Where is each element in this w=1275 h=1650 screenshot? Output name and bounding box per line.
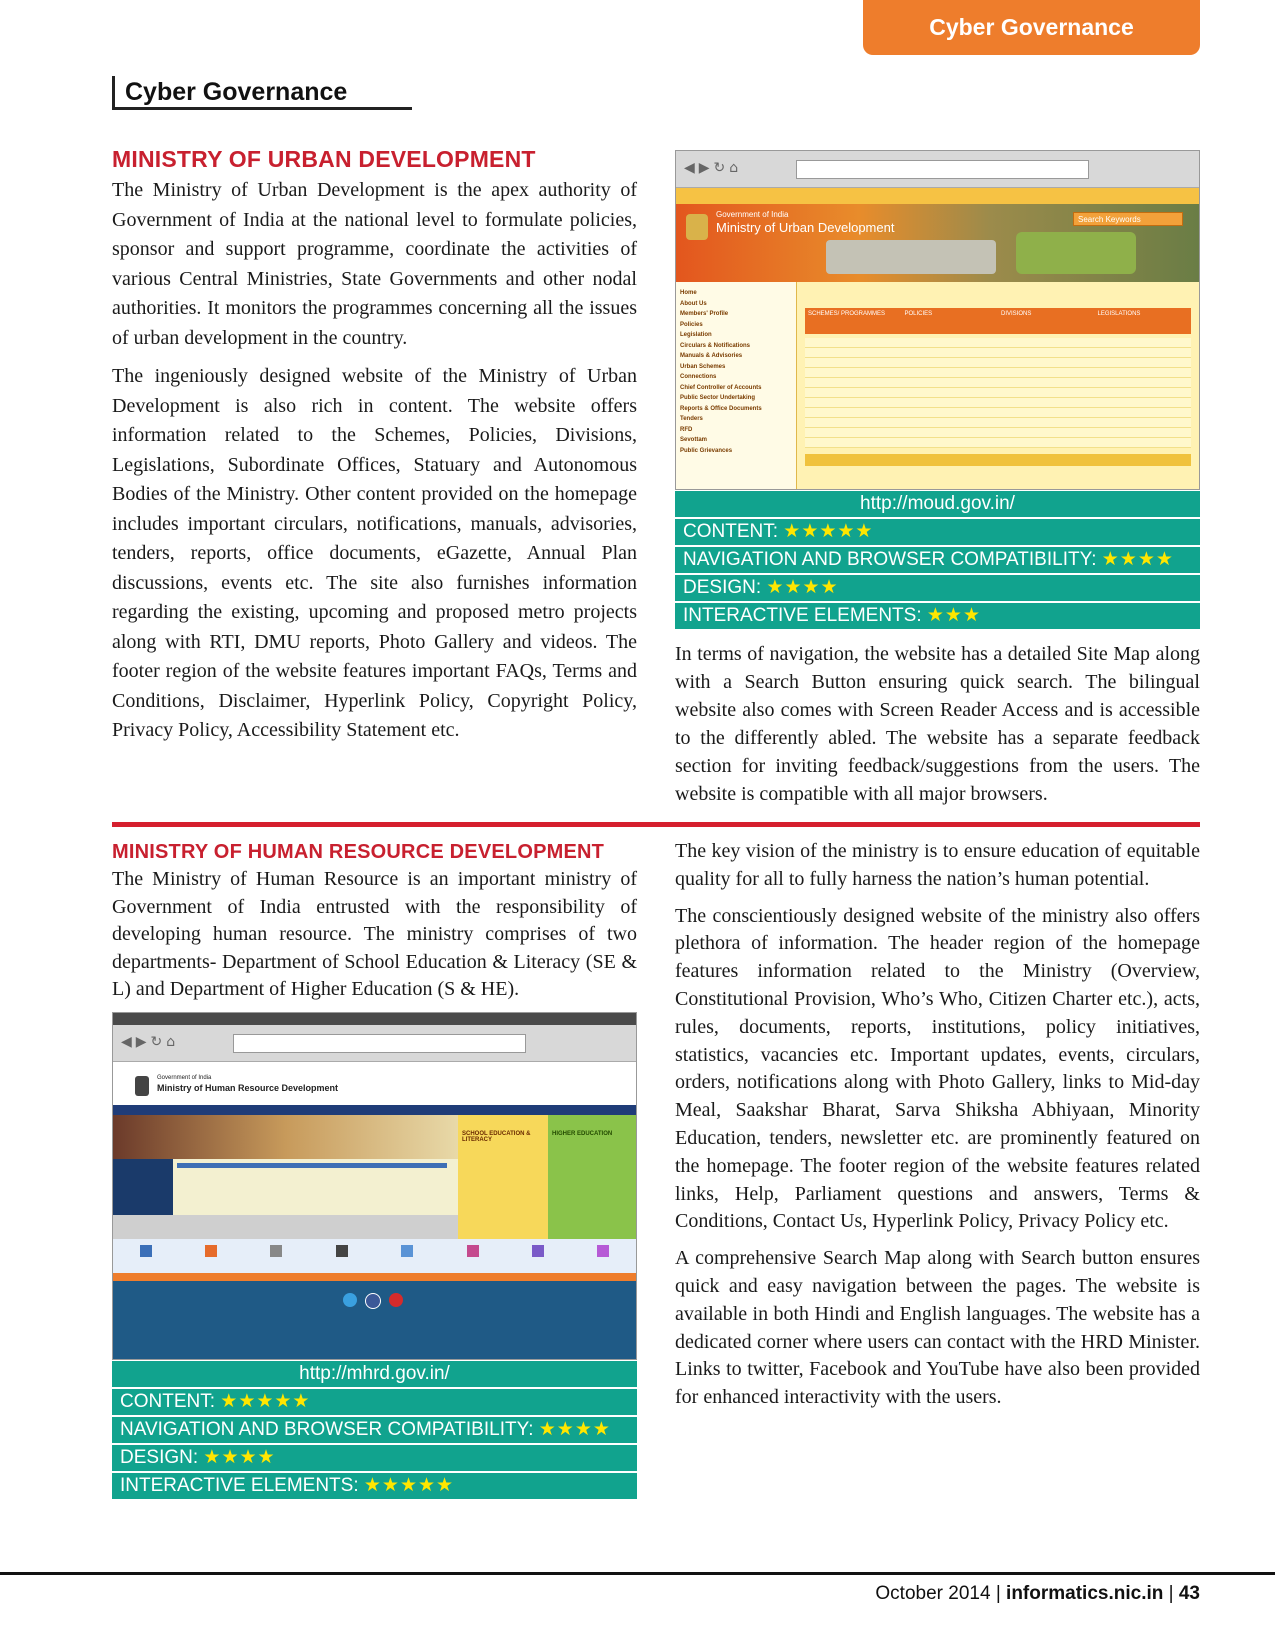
sidebar-menu-item[interactable]: Tenders xyxy=(680,416,703,422)
rating-label: NAVIGATION AND BROWSER COMPATIBILITY: xyxy=(683,549,1097,570)
emblem-icon xyxy=(686,214,708,240)
quick-link-icon xyxy=(401,1245,413,1257)
utility-strip xyxy=(676,188,1199,204)
rating-label: DESIGN: xyxy=(120,1447,199,1468)
sidebar-menu-item[interactable]: Public Sector Undertaking xyxy=(680,395,756,401)
gov-label: Government of India xyxy=(157,1075,212,1081)
star-rating: ★★★★★ xyxy=(220,1391,311,1412)
column-header: LEGISLATIONS xyxy=(1097,311,1141,317)
sidebar-menu-item[interactable]: Manuals & Advisories xyxy=(680,353,743,359)
star-rating: ★★★★★ xyxy=(363,1475,455,1496)
more-links-bar xyxy=(805,454,1191,466)
browser-toolbar xyxy=(676,151,1199,188)
footer-separator: | xyxy=(1168,1583,1174,1604)
sidebar-menu-item[interactable]: Policies xyxy=(680,321,703,328)
gov-label: Government of India xyxy=(716,210,789,219)
article1-right-body xyxy=(675,640,1200,808)
sidebar-menu-item[interactable]: Reports & Office Documents xyxy=(680,405,762,412)
rating-table-moud xyxy=(675,491,1200,631)
rating-row-navigation xyxy=(675,547,1200,573)
paragraph: The Ministry of Human Resource is an important ministry of Government of India entrusted with the responsibility of developing human resource. The ministry comprises of two departments- Department of School Education & Literacy (SE & L) and Department of Higher Education (S & HE). xyxy=(112,868,637,1000)
column-title: SCHOOL EDUCATION & LITERACY xyxy=(462,1131,531,1143)
site-url: http://moud.gov.in/ xyxy=(675,491,1200,517)
star-rating: ★★★★★ xyxy=(783,521,874,542)
star-rating: ★★★ xyxy=(926,605,981,626)
metro-train-image xyxy=(826,240,996,274)
rating-label: INTERACTIVE ELEMENTS: xyxy=(683,605,922,626)
twitter-icon xyxy=(343,1293,357,1307)
paragraph: The conscientiously designed website of the ministry also offers plethora of information. The header region of the homepage features information related to the Ministry (Overview, Constitutional Provision, Who’s Who, Citizen Charter etc.), acts, rules, documents, reports, institutions, policy initiatives, statistics, vacancies etc. Important updates, events, circulars, orders, notifications along with Photo Gallery, links to Mid-day Meal, Saakshar Bharat, Sarva Shiksha Abhiyaan, Minority Education, tenders, newsletter etc. are prominently featured on the homepage. The footer region of the website features related links, Help, Parliament questions and answers, Terms & Conditions, Contact Us, Hyperlink Policy, Privacy Policy etc. xyxy=(675,904,1200,1233)
sidebar-menu-item[interactable]: Connections xyxy=(680,374,717,380)
paragraph: The Ministry of Urban Development is the apex authority of Government of India at the national level to formulate policies, sponsor and support programme, coordinate the activities of various Central Ministries, State Governments and other nodal authorities. It monitors the programmes concerning all the issues of urban development in the country. xyxy=(112,179,637,349)
footer-rule xyxy=(0,1572,1275,1575)
star-rating: ★★★★ xyxy=(538,1419,611,1440)
browser-toolbar xyxy=(113,1025,636,1062)
news-area xyxy=(113,1159,458,1215)
rating-row-navigation xyxy=(112,1417,637,1443)
sidebar-menu-item[interactable]: Members' Profile xyxy=(680,311,729,317)
star-rating: ★★★★ xyxy=(1101,549,1174,570)
search-input[interactable]: Search Keywords xyxy=(1073,212,1183,226)
rating-row-interactive xyxy=(112,1473,637,1499)
sidebar-menu-item[interactable]: Public Grievances xyxy=(680,447,733,454)
quick-links-strip xyxy=(113,1239,636,1273)
footer-separator: | xyxy=(995,1583,1001,1604)
browser-nav-icons: ◀▶↻⌂ xyxy=(121,1034,180,1050)
sidebar-menu-item[interactable]: Urban Schemes xyxy=(680,363,726,370)
site-content-columns xyxy=(805,308,1191,334)
article-title-hrd: MINISTRY OF HUMAN RESOURCE DEVELOPMENT xyxy=(112,841,605,863)
quick-link-icon xyxy=(336,1245,348,1257)
sidebar-menu-item[interactable]: Sevottam xyxy=(680,437,708,443)
address-bar xyxy=(233,1034,526,1053)
column-header: DIVISIONS xyxy=(1001,311,1032,317)
quick-link-icon xyxy=(205,1245,217,1257)
sidebar-menu-item[interactable]: About Us xyxy=(680,300,707,307)
paragraph: The key vision of the ministry is to ensure education of equitable quality for all to fully harness the nation’s human potential. xyxy=(675,840,1200,890)
site-nav-bar xyxy=(113,1105,636,1115)
section-divider xyxy=(112,822,1200,827)
ticker-bar xyxy=(113,1273,636,1281)
rating-row-content xyxy=(112,1389,637,1415)
article2-intro xyxy=(112,866,637,1004)
rating-label: CONTENT: xyxy=(683,521,778,542)
address-bar xyxy=(796,160,1089,179)
paragraph: In terms of navigation, the website has a detailed Site Map along with a Search Button ensuring quick search. The bilingual website also comes with Screen Reader Access and is accessible to the differently abled. The website has a separate feedback section for inviting feedback/suggestions from the users. The website is compatible with all major browsers. xyxy=(675,643,1200,805)
site-banner xyxy=(676,204,1199,282)
rating-table-mhrd xyxy=(112,1361,637,1501)
moud-website-screenshot xyxy=(675,150,1200,490)
page-footer xyxy=(875,1583,1200,1605)
article2-right-body xyxy=(675,838,1200,1412)
column-header: SCHEMES/ PROGRAMMES xyxy=(808,311,886,317)
site-name: informatics.nic.in xyxy=(1006,1583,1164,1604)
sidebar-menu-item[interactable]: Home xyxy=(680,290,697,296)
youtube-icon xyxy=(389,1293,403,1307)
sidebar-menu-item[interactable]: Legislation xyxy=(680,332,712,338)
article-title-urban-development: MINISTRY OF URBAN DEVELOPMENT xyxy=(112,146,536,172)
mhrd-website-screenshot xyxy=(112,1012,637,1360)
facebook-icon xyxy=(365,1293,381,1309)
window-title-bar xyxy=(113,1013,636,1025)
site-url: http://mhrd.gov.in/ xyxy=(112,1361,637,1387)
section-label: Cyber Governance xyxy=(112,76,412,110)
site-header xyxy=(113,1062,636,1105)
star-rating: ★★★★ xyxy=(203,1447,276,1468)
rating-label: CONTENT: xyxy=(120,1391,215,1412)
quick-link-icon xyxy=(532,1245,544,1257)
emblem-icon xyxy=(135,1076,149,1096)
column-title: HIGHER EDUCATION xyxy=(552,1131,613,1137)
rating-label: INTERACTIVE ELEMENTS: xyxy=(120,1475,359,1496)
site-title: Ministry of Human Resource Development xyxy=(157,1083,339,1093)
paragraph: The ingeniously designed website of the Ministry of Urban Development is also rich in content. The website offers information related to the Schemes, Policies, Divisions, Legislations, Subordinate Offices, Statuary and Autonomous Bodies of the Ministry. Other content provided on the homepage includes important circulars, notifications, manuals, advisories, tenders, reports, office documents, eGazette, Annual Plan discussions, events etc. The site also furnishes information regarding the existing, upcoming and proposed metro projects along with RTI, DMU reports, Photo Gallery and videos. The footer region of the website features important FAQs, Terms and Conditions, Disclaimer, Hyperlink Policy, Copyright Policy, Privacy Policy, Accessibility Statement etc. xyxy=(112,365,637,741)
bus-image xyxy=(1016,232,1136,274)
rating-row-content xyxy=(675,519,1200,545)
rating-row-design xyxy=(675,575,1200,601)
site-main-content xyxy=(797,282,1199,490)
browser-nav-icons: ◀▶↻⌂ xyxy=(684,160,743,176)
sidebar-menu-item[interactable]: Chief Controller of Accounts xyxy=(680,384,762,391)
issue-date: October 2014 xyxy=(875,1583,991,1604)
section-tab: Cyber Governance xyxy=(863,0,1200,55)
quick-link-icon xyxy=(597,1245,609,1257)
article1-body xyxy=(112,176,637,746)
higher-education-column xyxy=(548,1115,637,1239)
site-sidebar xyxy=(676,282,797,490)
sidebar-menu-item[interactable]: Circulars & Notifications xyxy=(680,342,751,349)
photo-gallery xyxy=(113,1159,173,1215)
rating-row-interactive xyxy=(675,603,1200,629)
photo-banner xyxy=(113,1115,458,1159)
sidebar-menu-item[interactable]: RFD xyxy=(680,426,693,433)
site-content-lists xyxy=(805,338,1191,448)
site-title: Ministry of Urban Development xyxy=(716,220,895,235)
rating-label: NAVIGATION AND BROWSER COMPATIBILITY: xyxy=(120,1419,534,1440)
page-number: 43 xyxy=(1178,1583,1200,1604)
tab-strip xyxy=(177,1163,447,1168)
rating-label: DESIGN: xyxy=(683,577,762,598)
column-header: POLICIES xyxy=(904,311,933,317)
site-footer xyxy=(113,1281,636,1360)
school-education-column xyxy=(458,1115,548,1239)
quick-link-icon xyxy=(270,1245,282,1257)
rating-row-design xyxy=(112,1445,637,1471)
star-rating: ★★★★ xyxy=(766,577,839,598)
paragraph: A comprehensive Search Map along with Search button ensures quick and easy navigation between the pages. The website is available in both Hindi and English languages. The website has a dedicated corner where users can contact with the HRD Minister. Links to twitter, Facebook and YouTube have also been provided for enhanced interactivity with the users. xyxy=(675,1247,1200,1409)
quick-link-icon xyxy=(140,1245,152,1257)
quick-link-icon xyxy=(467,1245,479,1257)
